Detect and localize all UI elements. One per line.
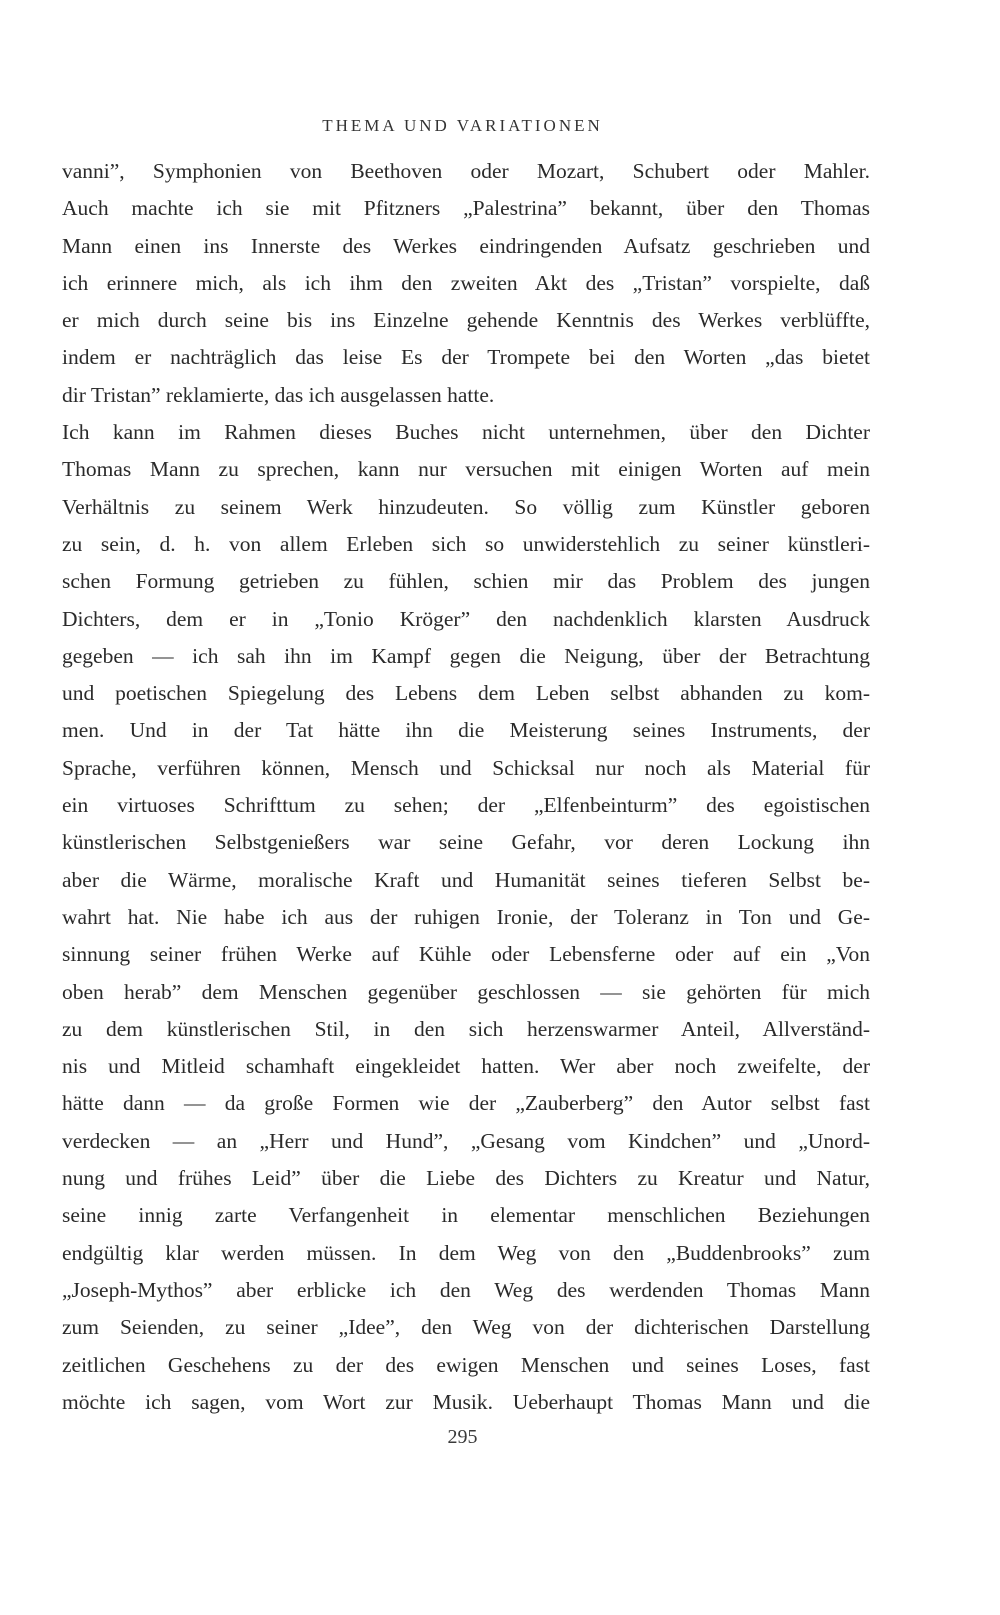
text-line: zu sein, d. h. von allem Erleben sich so unwiderstehlich zu seiner künstleri-: [62, 531, 870, 556]
text-line: Dichters, dem er in „Tonio Kröger” den nachdenklich klarsten Ausdruck: [62, 606, 870, 631]
text-line: zu dem künstlerischen Stil, in den sich herzenswarmer Anteil, Allverständ-: [62, 1016, 870, 1041]
text-line: er mich durch seine bis ins Einzelne gehende Kenntnis des Werkes verblüffte,: [62, 308, 870, 333]
text-line: aber die Wärme, moralische Kraft und Humanität seines tieferen Selbst be-: [62, 867, 870, 892]
text-line: ein virtuoses Schrifttum zu sehen; der „Elfenbeinturm” des egoistischen: [62, 793, 870, 818]
text-line: oben herab” dem Menschen gegenüber geschlossen — sie gehörten für mich: [62, 979, 870, 1004]
text-line: nis und Mitleid schamhaft eingekleidet hatten. Wer aber noch zweifelte, der: [62, 1054, 870, 1079]
text-line: und poetischen Spiegelung des Lebens dem Leben selbst abhanden zu kom-: [62, 681, 870, 706]
text-line: seine innig zarte Verfangenheit in elementar menschlichen Beziehungen: [62, 1203, 870, 1228]
page-number: 295: [447, 1426, 478, 1448]
text-line: nung und frühes Leid” über die Liebe des Dichters zu Kreatur und Natur,: [62, 1166, 870, 1191]
text-line: zum Seienden, zu seiner „Idee”, den Weg von der dichterischen Darstellung: [62, 1315, 870, 1340]
text-line: wahrt hat. Nie habe ich aus der ruhigen Ironie, der Toleranz in Ton und Ge-: [62, 904, 870, 929]
text-line: indem er nachträglich das leise Es der Trompete bei den Worten „das bietet: [62, 345, 870, 370]
text-line: schen Formung getrieben zu fühlen, schien mir das Problem des jungen: [62, 569, 870, 594]
text-line: endgültig klar werden müssen. In dem Weg von den „Buddenbrooks” zum: [62, 1240, 870, 1265]
running-head: THEMA UND VARIATIONEN: [322, 116, 603, 135]
body-text: [62, 153, 870, 1421]
text-line: hätte dann — da große Formen wie der „Zauberberg” den Autor selbst fast: [62, 1091, 870, 1116]
text-line: Verhältnis zu seinem Werk hinzudeuten. So völlig zum Künstler geboren: [62, 494, 870, 519]
text-line: Thomas Mann zu sprechen, kann nur versuchen mit einigen Worten auf mein: [62, 457, 870, 482]
text-line: ich erinnere mich, als ich ihm den zweiten Akt des „Tristan” vorspielte, daß: [62, 270, 870, 295]
text-line: dir Tristan” reklamierte, das ich ausgelassen hatte.: [62, 382, 495, 407]
text-line: verdecken — an „Herr und Hund”, „Gesang vom Kindchen” und „Unord-: [62, 1128, 870, 1153]
text-line: künstlerischen Selbstgenießers war seine Gefahr, vor deren Lockung ihn: [62, 830, 870, 855]
text-line: gegeben — ich sah ihn im Kampf gegen die Neigung, über der Betrachtung: [62, 643, 870, 668]
text-line: zeitlichen Geschehens zu der des ewigen Menschen und seines Loses, fast: [62, 1352, 870, 1377]
text-line: „Joseph-Mythos” aber erblicke ich den Weg des werdenden Thomas Mann: [62, 1277, 870, 1302]
text-line: sinnung seiner frühen Werke auf Kühle oder Lebensferne oder auf ein „Von: [62, 942, 870, 967]
text-line: Auch machte ich sie mit Pfitzners „Palestrina” bekannt, über den Thomas: [62, 196, 870, 221]
text-line: vanni”, Symphonien von Beethoven oder Mozart, Schubert oder Mahler.: [62, 159, 870, 183]
text-line: möchte ich sagen, vom Wort zur Musik. Ueberhaupt Thomas Mann und die: [62, 1389, 870, 1414]
text-line: Ich kann im Rahmen dieses Buches nicht unternehmen, über den Dichter: [62, 420, 870, 445]
text-line: men. Und in der Tat hätte ihn die Meisterung seines Instruments, der: [62, 718, 870, 743]
text-line: Sprache, verführen können, Mensch und Schicksal nur noch als Material für: [62, 755, 870, 780]
text-line: Mann einen ins Innerste des Werkes eindringenden Aufsatz geschrieben und: [62, 233, 870, 258]
